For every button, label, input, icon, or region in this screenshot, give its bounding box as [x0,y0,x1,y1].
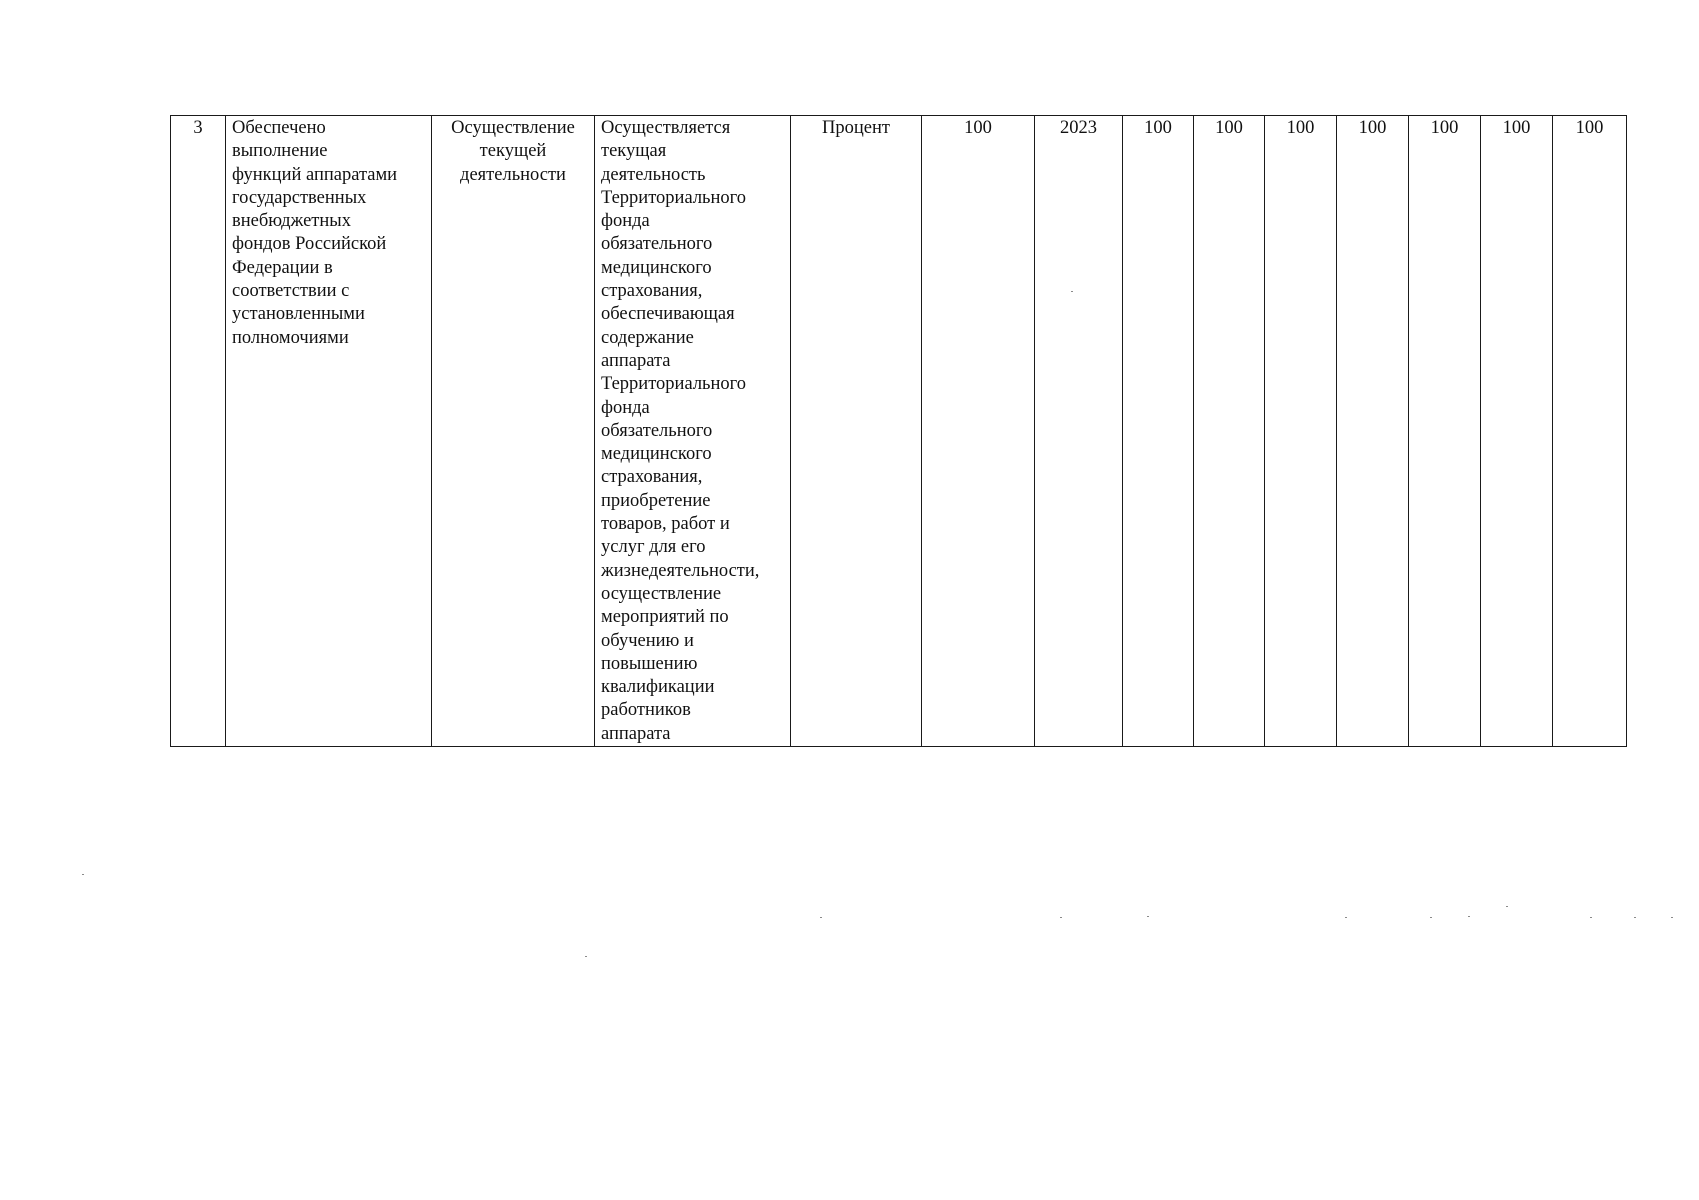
scan-speck [1634,917,1636,918]
scan-speck [1345,917,1347,918]
value-cell-7: 100 [1553,116,1627,747]
scan-speck [585,956,587,957]
scan-speck [1147,916,1149,917]
scan-speck [1430,917,1432,918]
value-cell-2: 100 [1194,116,1265,747]
scan-speck [1506,906,1508,907]
value-cell-5: 100 [1409,116,1481,747]
scan-speck [82,874,84,875]
scan-speck [820,917,822,918]
scan-speck [1590,917,1592,918]
unit-cell: Процент [791,116,922,747]
description-cell: Осуществляется текущая деятельность Территориального фонда обязательного медицинского страхования, обеспечивающая содержание аппарата Территориального фонда обязательного медицинского страхования, приобретение товаров, работ и услуг для его жизнедеятельности, осуществление мероприятий по обучению и повышению квалификации работников аппарата [595,116,791,747]
base-year-cell: 2023 [1035,116,1123,747]
scan-speck [1468,916,1470,917]
value-cell-6: 100 [1481,116,1553,747]
value-cell-1: 100 [1123,116,1194,747]
row-number-cell: 3 [171,116,226,747]
indicator-table [170,115,1627,747]
table-row [171,116,1627,747]
base-value-cell: 100 [922,116,1035,747]
value-cell-4: 100 [1337,116,1409,747]
value-cell-3: 100 [1265,116,1337,747]
result-cell: Обеспечено выполнение функций аппаратами государственных внебюджетных фондов Российской Федерации в соответствии с установленными полномочиями [226,116,432,747]
scan-speck [1060,917,1062,918]
activity-type-cell: Осуществление текущей деятельности [432,116,595,747]
scan-speck [1671,917,1673,918]
scan-speck [1071,291,1073,292]
